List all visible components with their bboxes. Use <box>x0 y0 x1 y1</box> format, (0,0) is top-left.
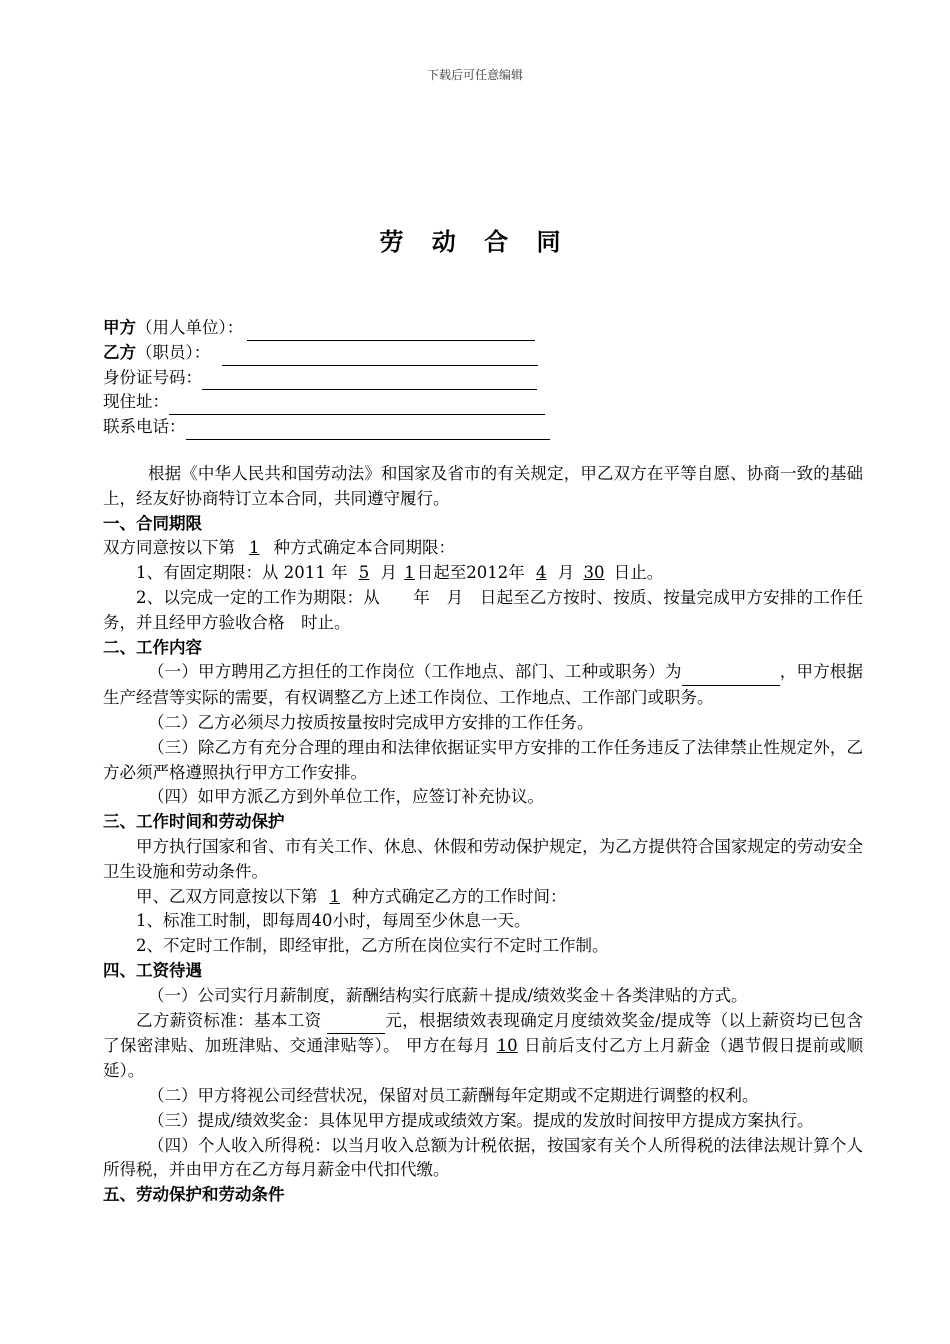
section-4-heading: 四、工资待遇 <box>103 960 202 980</box>
address-line <box>103 390 583 415</box>
phone-blank[interactable] <box>186 421 550 440</box>
pay-day-fill[interactable]: 10 <box>496 1036 518 1056</box>
s2-paragraph-4: （四）如甲方派乙方到外单位工作，应签订补充协议。 <box>148 787 544 807</box>
party-a-line <box>103 316 583 341</box>
party-a-label: 甲方 <box>103 318 136 337</box>
work-time-option-fill[interactable]: 1 <box>329 886 340 906</box>
s4-paragraph-1: （一）公司实行月薪制度，薪酬结构实行底薪＋提成/绩效奖金＋各类津贴的方式。 <box>148 985 748 1005</box>
section-1-heading: 一、合同期限 <box>103 513 202 533</box>
s4-paragraph-5: （四）个人收入所得税：以当月收入总额为计税依据，按国家有关个人所得税的法律法规计算个人所得税，并由甲方在乙方每月薪金中代扣代缴。 <box>103 1135 863 1180</box>
end-day-fill[interactable]: 30 <box>583 563 605 583</box>
s1-line-2: 1、有固定期限：从 2011 年 5 月 1 日起至2012年 4 月 30 日止。 <box>136 563 664 583</box>
page-header: 下载后可任意编辑 <box>426 68 523 82</box>
id-blank[interactable] <box>202 371 537 390</box>
start-month-fill[interactable]: 5 <box>358 563 370 583</box>
party-b-line <box>103 341 583 366</box>
s4-paragraph-3: （二）甲方将视公司经营状况，保留对员工薪酬每年定期或不定期进行调整的权利。 <box>148 1085 759 1105</box>
end-month-fill[interactable]: 4 <box>535 563 547 583</box>
section-2-heading: 二、工作内容 <box>103 637 202 657</box>
job-position-blank[interactable] <box>682 660 780 686</box>
phone-label: 联系电话： <box>103 417 186 437</box>
base-salary-blank[interactable] <box>327 1009 385 1035</box>
party-a-blank[interactable] <box>247 322 535 341</box>
s3-paragraph-3: 1、标准工时制，即每周40小时，每周至少休息一天。 <box>136 911 531 931</box>
s3-paragraph-1: 甲方执行国家和省、市有关工作、休息、休假和劳动保护规定，为乙方提供符合国家规定的劳动安全卫生设施和劳动条件。 <box>103 836 863 881</box>
party-a-note: （用人单位）： <box>136 318 244 337</box>
s3-paragraph-2: 甲、乙双方同意按以下第 1 种方式确定乙方的工作时间： <box>136 886 567 906</box>
section-5-heading: 五、劳动保护和劳动条件 <box>103 1185 285 1205</box>
party-b-note: （职员）： <box>136 342 211 362</box>
id-label: 身份证号码： <box>103 367 202 387</box>
s1-line-3: 2、以完成一定的工作为期限：从 年 月 日起至乙方按时、按质、按量完成甲方安排的工作任务，并且经甲方验收合格 时止。 <box>103 587 863 632</box>
contract-title: 劳 动 合 同 <box>379 228 571 256</box>
section-3-heading: 三、工作时间和劳动保护 <box>103 812 285 832</box>
s2-paragraph-1: （一）甲方聘用乙方担任的工作岗位（工作地点、部门、工种或职务）为 ，甲方根据生产经营等实际的需要，有权调整乙方上述工作岗位、工作地点、工作部门或职务。 <box>103 662 864 708</box>
s2-paragraph-3: （三）除乙方有充分合理的理由和法律依据证实甲方安排的工作任务违反了法律禁止性规定外，乙方必须严格遵照执行甲方工作安排。 <box>103 737 863 782</box>
s3-paragraph-4: 2、不定时工作制，即经审批，乙方所在岗位实行不定时工作制。 <box>136 936 609 956</box>
s2-paragraph-2: （二）乙方必须尽力按质按量按时完成甲方安排的工作任务。 <box>148 712 594 732</box>
party-b-blank[interactable] <box>222 347 538 366</box>
s4-paragraph-2: 乙方薪资标准：基本工资 元，根据绩效表现确定月度绩效奖金/提成等（以上薪资均已包含了保密津贴、加班津贴、交通津贴等）。 甲方在每月 10 日前后支付乙方上月薪金（遇节假日提前或顺延）。 <box>103 1010 864 1081</box>
parties-block <box>103 316 583 440</box>
s4-paragraph-4: （三）提成/绩效奖金：具体见甲方提成或绩效方案。提成的发放时间按甲方提成方案执行。 <box>148 1110 814 1130</box>
phone-line <box>103 415 583 440</box>
s1-option-fill[interactable]: 1 <box>249 538 260 558</box>
address-label: 现住址： <box>103 392 169 412</box>
party-b-label: 乙方 <box>103 342 136 362</box>
address-blank[interactable] <box>169 396 545 415</box>
start-day-fill[interactable]: 1 <box>404 563 415 583</box>
contract-body <box>103 462 863 1208</box>
s1-line-1: 双方同意按以下第 1 种方式确定本合同期限： <box>103 538 455 558</box>
intro-paragraph: 根据《中华人民共和国劳动法》和国家及省市的有关规定，甲乙双方在平等自愿、协商一致的基础上，经友好协商特订立本合同，共同遵守履行。 <box>103 464 863 508</box>
id-line <box>103 366 583 391</box>
